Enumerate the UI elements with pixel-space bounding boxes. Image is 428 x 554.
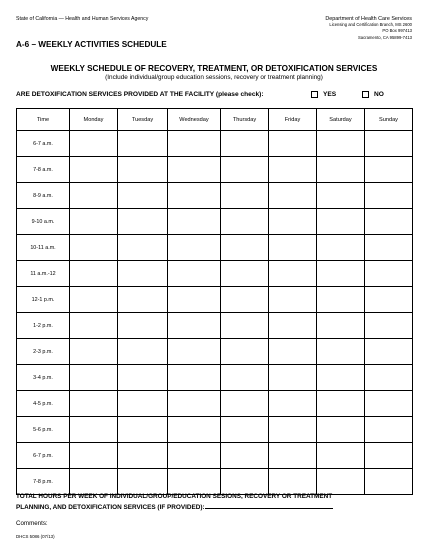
schedule-cell[interactable] bbox=[365, 287, 413, 313]
schedule-cell[interactable] bbox=[269, 235, 317, 261]
schedule-cell[interactable] bbox=[118, 339, 168, 365]
schedule-cell[interactable] bbox=[269, 131, 317, 157]
schedule-cell[interactable] bbox=[269, 183, 317, 209]
table-row bbox=[17, 417, 413, 443]
address-line: Sacramento, CA 95899-7413 bbox=[357, 34, 412, 40]
column-header: Time bbox=[17, 109, 70, 131]
table-header-row bbox=[17, 109, 413, 131]
time-slot-label: 2-3 p.m. bbox=[17, 339, 70, 365]
department-block bbox=[325, 16, 412, 41]
schedule-cell[interactable] bbox=[317, 469, 365, 495]
table-row bbox=[17, 235, 413, 261]
schedule-cell[interactable] bbox=[221, 443, 269, 469]
schedule-cell[interactable] bbox=[269, 417, 317, 443]
schedule-cell[interactable] bbox=[168, 391, 221, 417]
schedule-cell[interactable] bbox=[118, 417, 168, 443]
form-number: DHCS 5086 (07/13) bbox=[16, 534, 55, 539]
table-row bbox=[17, 131, 413, 157]
schedule-cell[interactable] bbox=[221, 313, 269, 339]
schedule-cell[interactable] bbox=[317, 157, 365, 183]
total-hours-line-2 bbox=[16, 502, 416, 513]
schedule-cell[interactable] bbox=[317, 235, 365, 261]
schedule-title: WEEKLY SCHEDULE OF RECOVERY, TREATMENT, OR DETOXIFICATION SERVICES bbox=[50, 64, 378, 73]
table-row bbox=[17, 339, 413, 365]
time-slot-label: 5-6 p.m. bbox=[17, 417, 70, 443]
schedule-cell[interactable] bbox=[168, 365, 221, 391]
schedule-cell[interactable] bbox=[221, 235, 269, 261]
schedule-cell[interactable] bbox=[118, 313, 168, 339]
schedule-cell[interactable] bbox=[221, 365, 269, 391]
schedule-cell[interactable] bbox=[365, 209, 413, 235]
schedule-cell[interactable] bbox=[118, 261, 168, 287]
schedule-cell[interactable] bbox=[317, 131, 365, 157]
time-slot-label: 8-9 a.m. bbox=[17, 183, 70, 209]
schedule-cell[interactable] bbox=[221, 339, 269, 365]
total-hours-input[interactable] bbox=[205, 502, 333, 509]
schedule-cell[interactable] bbox=[365, 157, 413, 183]
table-row bbox=[17, 183, 413, 209]
schedule-cell[interactable] bbox=[70, 443, 118, 469]
schedule-cell[interactable] bbox=[221, 131, 269, 157]
table-row bbox=[17, 313, 413, 339]
time-slot-label: 7-8 p.m. bbox=[17, 469, 70, 495]
schedule-cell[interactable] bbox=[317, 313, 365, 339]
total-hours-statement bbox=[16, 492, 416, 513]
schedule-cell[interactable] bbox=[221, 183, 269, 209]
schedule-cell[interactable] bbox=[221, 287, 269, 313]
schedule-cell[interactable] bbox=[118, 235, 168, 261]
schedule-cell[interactable] bbox=[317, 339, 365, 365]
schedule-cell[interactable] bbox=[269, 365, 317, 391]
table-row bbox=[17, 365, 413, 391]
schedule-cell[interactable] bbox=[70, 183, 118, 209]
schedule-cell[interactable] bbox=[269, 261, 317, 287]
department-name: Department of Health Care Services bbox=[325, 16, 412, 22]
schedule-cell[interactable] bbox=[168, 261, 221, 287]
schedule-cell[interactable] bbox=[365, 339, 413, 365]
comments-label: Comments: bbox=[16, 520, 48, 527]
schedule-cell[interactable] bbox=[70, 157, 118, 183]
schedule-cell[interactable] bbox=[317, 209, 365, 235]
column-header: Wednesday bbox=[168, 109, 221, 131]
schedule-cell[interactable] bbox=[317, 417, 365, 443]
no-option[interactable] bbox=[362, 91, 384, 98]
time-slot-label: 7-8 a.m. bbox=[17, 157, 70, 183]
schedule-cell[interactable] bbox=[317, 183, 365, 209]
schedule-cell[interactable] bbox=[365, 313, 413, 339]
column-header: Saturday bbox=[317, 109, 365, 131]
total-hours-line-1: TOTAL HOURS PER WEEK OF INDIVIDUAL/GROUP/EDUCATION SESIONS, RECOVERY OR TREATMENT bbox=[16, 493, 333, 500]
no-label: NO bbox=[374, 91, 384, 98]
schedule-cell[interactable] bbox=[70, 365, 118, 391]
time-slot-label: 9-10 a.m. bbox=[17, 209, 70, 235]
schedule-cell[interactable] bbox=[221, 469, 269, 495]
schedule-cell[interactable] bbox=[365, 417, 413, 443]
schedule-cell[interactable] bbox=[168, 235, 221, 261]
schedule-cell[interactable] bbox=[317, 287, 365, 313]
schedule-cell[interactable] bbox=[221, 261, 269, 287]
column-header: Tuesday bbox=[118, 109, 168, 131]
schedule-cell[interactable] bbox=[168, 287, 221, 313]
schedule-cell[interactable] bbox=[168, 313, 221, 339]
yes-checkbox[interactable] bbox=[311, 91, 318, 98]
schedule-cell[interactable] bbox=[365, 469, 413, 495]
schedule-cell[interactable] bbox=[118, 469, 168, 495]
schedule-subtitle: (Include individual/group education sessions, recovery or treatment planning) bbox=[105, 74, 323, 81]
form-title: A-6 – WEEKLY ACTIVITIES SCHEDULE bbox=[16, 40, 167, 49]
schedule-cell[interactable] bbox=[70, 417, 118, 443]
address-line: PO Box 997413 bbox=[382, 28, 412, 34]
schedule-cell[interactable] bbox=[168, 469, 221, 495]
agency-name: State of California — Health and Human Services Agency bbox=[16, 16, 149, 22]
schedule-cell[interactable] bbox=[168, 443, 221, 469]
time-slot-label: 6-7 p.m. bbox=[17, 443, 70, 469]
schedule-cell[interactable] bbox=[168, 131, 221, 157]
schedule-cell[interactable] bbox=[269, 469, 317, 495]
schedule-cell[interactable] bbox=[168, 157, 221, 183]
schedule-cell[interactable] bbox=[269, 209, 317, 235]
schedule-cell[interactable] bbox=[70, 391, 118, 417]
schedule-cell[interactable] bbox=[70, 469, 118, 495]
schedule-cell[interactable] bbox=[365, 235, 413, 261]
schedule-cell[interactable] bbox=[365, 183, 413, 209]
address-line: Licensing and Certification Branch, MS 2600 bbox=[329, 22, 412, 28]
schedule-cell[interactable] bbox=[221, 209, 269, 235]
schedule-cell[interactable] bbox=[118, 209, 168, 235]
time-slot-label: 3-4 p.m. bbox=[17, 365, 70, 391]
column-header: Sunday bbox=[365, 109, 413, 131]
table-row bbox=[17, 443, 413, 469]
detox-question: ARE DETOXIFICATION SERVICES PROVIDED AT THE FACILITY (please check): bbox=[16, 91, 264, 98]
table-row bbox=[17, 157, 413, 183]
schedule-cell[interactable] bbox=[269, 287, 317, 313]
schedule-cell[interactable] bbox=[365, 391, 413, 417]
schedule-cell[interactable] bbox=[70, 235, 118, 261]
schedule-cell[interactable] bbox=[118, 131, 168, 157]
schedule-cell[interactable] bbox=[365, 365, 413, 391]
schedule-cell[interactable] bbox=[221, 157, 269, 183]
schedule-cell[interactable] bbox=[365, 261, 413, 287]
schedule-cell[interactable] bbox=[269, 313, 317, 339]
total-hours-label: PLANNING, AND DETOXIFICATION SERVICES (IF PROVIDED): bbox=[16, 504, 205, 511]
schedule-cell[interactable] bbox=[118, 183, 168, 209]
schedule-cell[interactable] bbox=[118, 365, 168, 391]
schedule-cell[interactable] bbox=[269, 157, 317, 183]
table-row bbox=[17, 287, 413, 313]
table-row bbox=[17, 469, 413, 495]
yes-option[interactable] bbox=[311, 91, 336, 98]
time-slot-label: 11 a.m.-12 bbox=[17, 261, 70, 287]
table-row bbox=[17, 209, 413, 235]
schedule-cell[interactable] bbox=[118, 287, 168, 313]
schedule-cell[interactable] bbox=[221, 417, 269, 443]
schedule-cell[interactable] bbox=[168, 183, 221, 209]
table-row bbox=[17, 261, 413, 287]
time-slot-label: 4-5 p.m. bbox=[17, 391, 70, 417]
time-slot-label: 10-11 a.m. bbox=[17, 235, 70, 261]
column-header: Friday bbox=[269, 109, 317, 131]
schedule-cell[interactable] bbox=[168, 417, 221, 443]
schedule-cell[interactable] bbox=[269, 391, 317, 417]
schedule-cell[interactable] bbox=[317, 365, 365, 391]
table-row bbox=[17, 391, 413, 417]
schedule-cell[interactable] bbox=[118, 443, 168, 469]
time-slot-label: 12-1 p.m. bbox=[17, 287, 70, 313]
schedule-cell[interactable] bbox=[70, 209, 118, 235]
schedule-cell[interactable] bbox=[118, 391, 168, 417]
time-slot-label: 1-2 p.m. bbox=[17, 313, 70, 339]
schedule-cell[interactable] bbox=[269, 443, 317, 469]
column-header: Thursday bbox=[221, 109, 269, 131]
schedule-cell[interactable] bbox=[70, 261, 118, 287]
time-slot-label: 6-7 a.m. bbox=[17, 131, 70, 157]
schedule-cell[interactable] bbox=[168, 339, 221, 365]
weekly-schedule-table bbox=[16, 108, 413, 495]
schedule-cell[interactable] bbox=[70, 339, 118, 365]
schedule-cell[interactable] bbox=[317, 443, 365, 469]
schedule-cell[interactable] bbox=[118, 157, 168, 183]
yes-label: YES bbox=[323, 91, 337, 98]
schedule-cell[interactable] bbox=[221, 391, 269, 417]
schedule-cell[interactable] bbox=[317, 391, 365, 417]
schedule-cell[interactable] bbox=[269, 339, 317, 365]
schedule-cell[interactable] bbox=[70, 131, 118, 157]
schedule-cell[interactable] bbox=[317, 261, 365, 287]
schedule-cell[interactable] bbox=[70, 313, 118, 339]
column-header: Monday bbox=[70, 109, 118, 131]
schedule-cell[interactable] bbox=[365, 131, 413, 157]
schedule-cell[interactable] bbox=[168, 209, 221, 235]
schedule-cell[interactable] bbox=[70, 287, 118, 313]
no-checkbox[interactable] bbox=[362, 91, 369, 98]
schedule-cell[interactable] bbox=[365, 443, 413, 469]
